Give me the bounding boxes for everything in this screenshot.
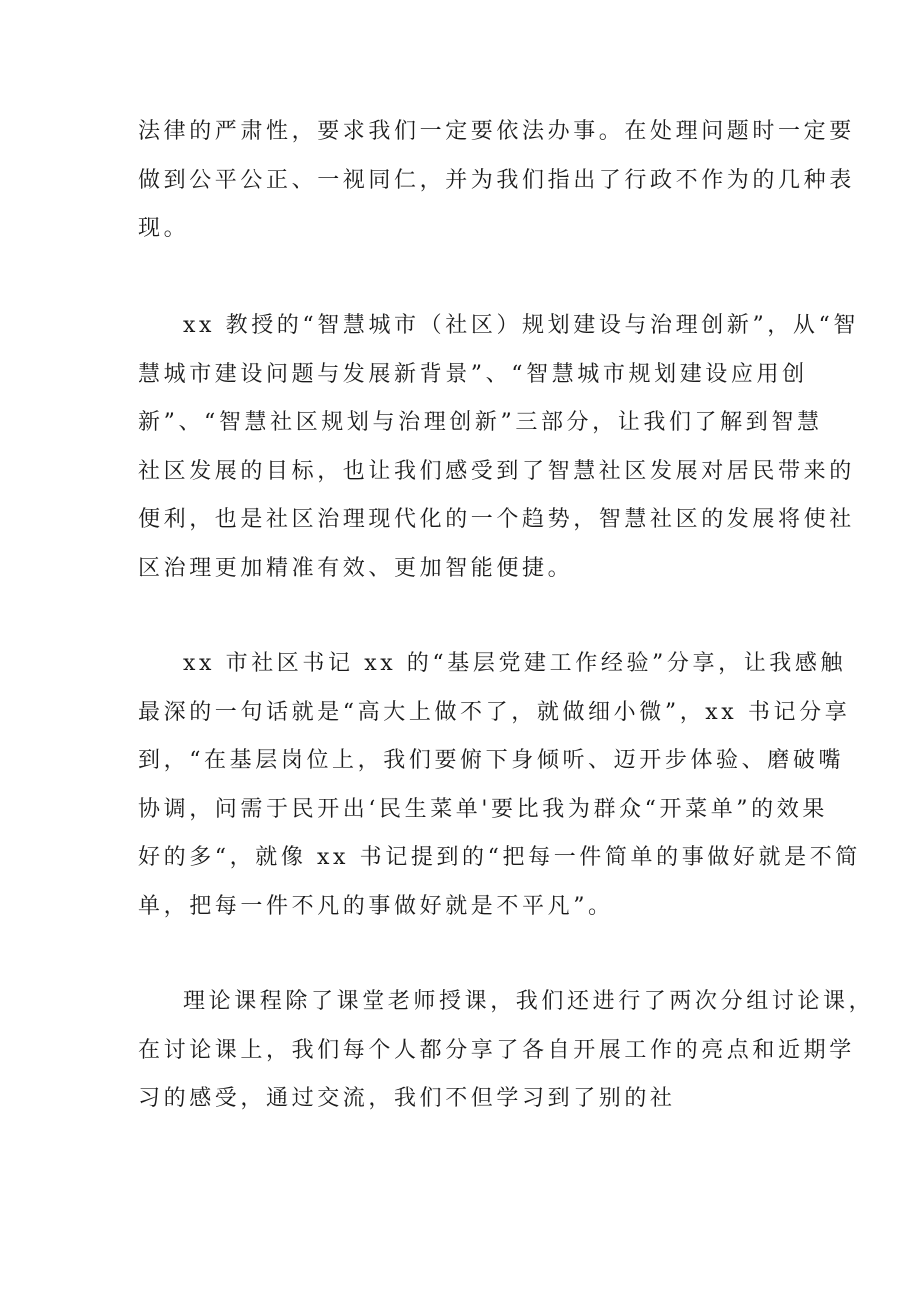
paragraph-line: 在讨论课上，我们每个人都分享了各自开展工作的亮点和近期学: [138, 1037, 855, 1063]
paragraph-2: [138, 302, 859, 593]
paragraph-line: 最深的一句话就是“高大上做不了，就做细小微”，xx 书记分享: [138, 699, 851, 725]
paragraph-4: [138, 978, 875, 1124]
paragraph-line: 现。: [138, 216, 190, 241]
paragraph-line: 好的多“，就像 xx 书记提到的“把每一件简单的事做好就是不简: [138, 845, 861, 870]
paragraph-line: 协调，问需于民开出‘民生菜单'要比我为群众“开菜单”的效果: [138, 796, 828, 822]
paragraph-line: 法律的严肃性，要求我们一定要依法办事。在处理问题时一定要: [138, 119, 855, 144]
paragraph-3: [138, 640, 861, 931]
paragraph-line: 区治理更加精准有效、更加智能便捷。: [138, 555, 574, 581]
paragraph-line: 到，“在基层岗位上，我们要俯下身倾听、迈开步体验、磨破嘴: [138, 748, 845, 773]
paragraph-first-line: 理论课程除了课堂老师授课，我们还进行了两次分组讨论课，: [183, 989, 875, 1014]
paragraph-line: 新”、“智慧社区规划与治理创新”三部分，让我们了解到智慧: [138, 410, 823, 435]
paragraph-line: 做到公平公正、一视同仁，并为我们指出了行政不作为的几种表: [138, 167, 855, 193]
paragraph-line: 便利，也是社区治理现代化的一个趋势，智慧社区的发展将使社: [138, 507, 855, 532]
paragraph-line: 单，把每一件不凡的事做好就是不平凡”。: [138, 893, 614, 919]
paragraph-line: 慧城市建设问题与发展新背景”、“智慧城市规划建设应用创: [138, 361, 808, 387]
paragraph-first-line: xx 市社区书记 xx 的“基层党建工作经验”分享，让我感触: [183, 651, 847, 676]
paragraph-line: 社区发展的目标，也让我们感受到了智慧社区发展对居民带来的: [138, 458, 855, 484]
paragraph-1: [138, 108, 855, 254]
paragraph-first-line: xx 教授的“智慧城市（社区）规划建设与治理创新”，从“智: [183, 313, 859, 338]
paragraph-line: 习的感受，通过交流，我们不但学习到了别的社: [138, 1086, 676, 1111]
